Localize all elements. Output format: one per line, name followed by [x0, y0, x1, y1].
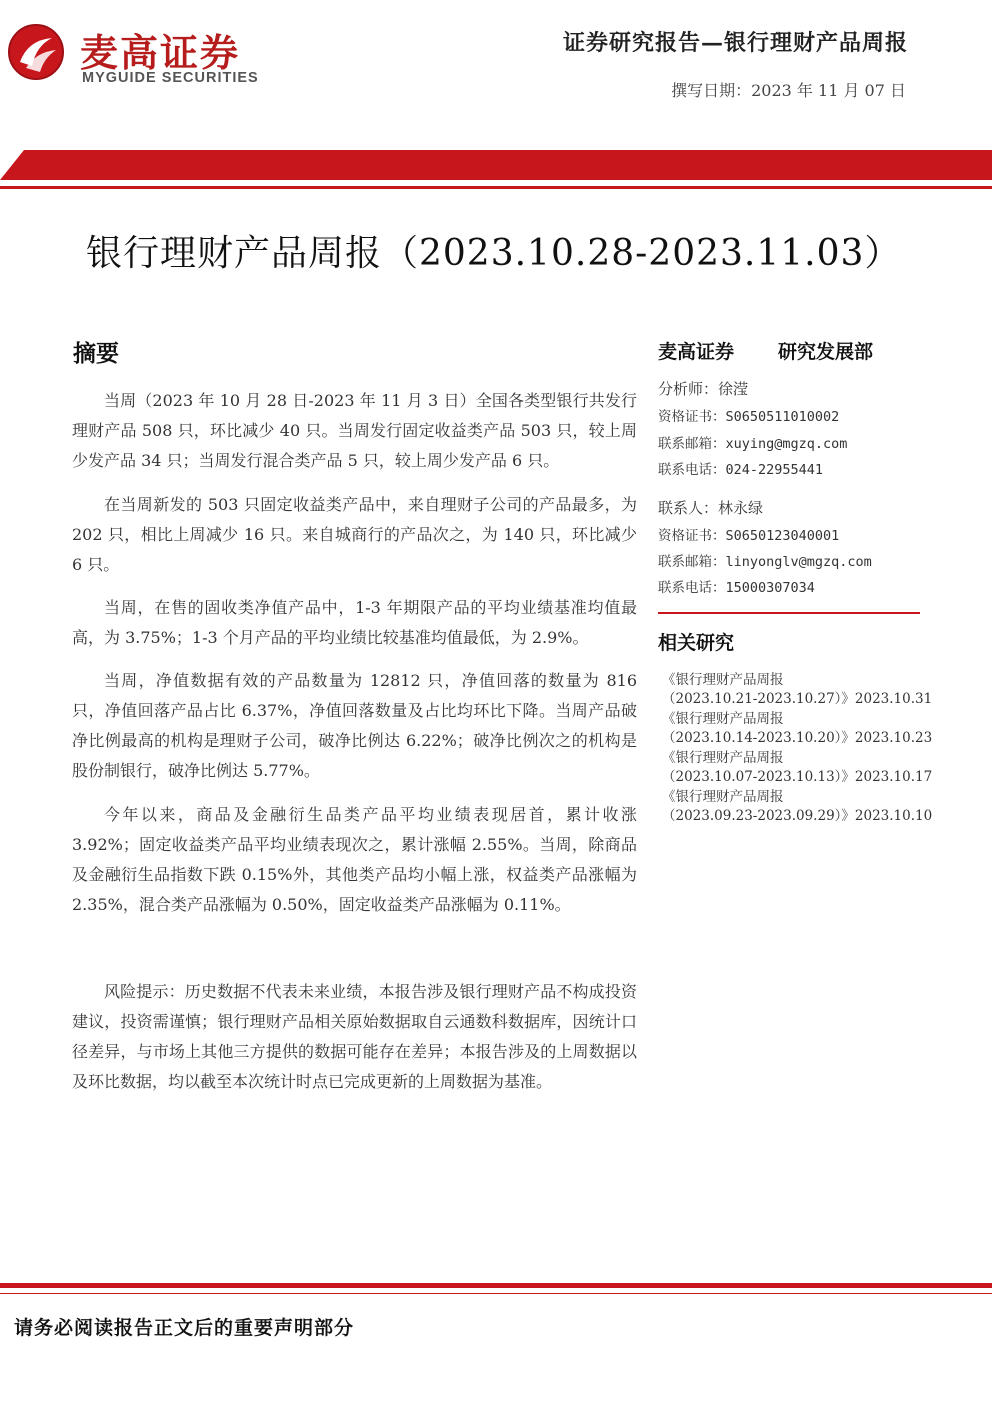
header-thin-rule	[0, 186, 992, 189]
abstract-paragraph-3: 当周，在售的固收类净值产品中，1-3 年期限产品的平均业绩基准均值最高，为 3.75%；1-3 个月产品的平均业绩比较基准均值最低，为 2.9%。	[72, 598, 637, 647]
abstract-paragraph-1: 当周（2023 年 10 月 28 日-2023 年 11 月 3 日）全国各类型银行共发行理财产品 508 只，环比减少 40 只。当周发行固定收益类产品 503 只，较上周少发产品 34 只；当周发行混合类产品 5 只，较上周少发产品 6 只。	[72, 391, 637, 470]
company-logo	[6, 18, 266, 90]
sidebar-divider	[658, 612, 920, 614]
footer-disclaimer-notice: 请务必阅读报告正文后的重要声明部分	[14, 1317, 355, 1339]
related-item-3-range[interactable]: （2023.10.07-2023.10.13）》2023.10.17	[662, 769, 933, 785]
related-research-heading: 相关研究	[658, 632, 735, 654]
analyst-cert: 资格证书：S0650511010002	[658, 409, 840, 425]
abstract-paragraph-4: 当周，净值数据有效的产品数量为 12812 只，净值回落的数量为 816 只，净值回落产品占比 6.37%，净值回落数量及占比均环比下降。当周产品破净比例最高的机构是理财子公司，破净比例达 6.22%；破净比例次之的机构是股份制银行，破净比例达 5.77%。	[72, 671, 637, 780]
brand-name-en: MYGUIDE SECURITIES	[82, 70, 259, 86]
report-date: 撰写日期：2023 年 11 月 07 日	[671, 81, 906, 100]
contact-name: 联系人：林永绿	[658, 499, 764, 517]
related-item-2-title[interactable]: 《银行理财产品周报	[662, 711, 784, 727]
footer-red-rule	[0, 1283, 992, 1288]
related-item-1-title[interactable]: 《银行理财产品周报	[662, 672, 784, 688]
related-item-4-title[interactable]: 《银行理财产品周报	[662, 789, 784, 805]
abstract-paragraph-5: 今年以来，商品及金融衍生品类产品平均业绩表现居首，累计收涨 3.92%；固定收益类产品平均业绩表现次之，累计涨幅 2.55%。当周，除商品及金融衍生品指数下跌 0.15%外，其他类产品均小幅上涨，权益类产品涨幅为 2.35%，混合类产品涨幅为 0.50%，固定收益类产品涨幅为 0.11%。	[72, 805, 637, 914]
document-title: 银行理财产品周报（2023.10.28-2023.11.03）	[86, 233, 902, 274]
footer-thin-rule	[0, 1293, 992, 1294]
related-item-4-range[interactable]: （2023.09.23-2023.09.29）》2023.10.10	[662, 808, 933, 824]
brand-name-cn: 麦高证券	[80, 31, 241, 75]
report-header-title: 证券研究报告—银行理财产品周报	[562, 30, 908, 56]
analyst-name: 分析师：徐滢	[658, 380, 749, 398]
analyst-email[interactable]: 联系邮箱：xuying@mgzq.com	[658, 436, 848, 452]
analyst-phone: 联系电话：024-22955441	[658, 462, 824, 478]
header-red-band	[0, 150, 992, 180]
related-item-1-range[interactable]: （2023.10.21-2023.10.27）》2023.10.31	[662, 691, 933, 707]
contact-phone: 联系电话：15000307034	[658, 580, 815, 596]
sidebar-org: 麦高证券	[658, 341, 735, 363]
logo-mark-icon	[6, 22, 66, 82]
risk-warning: 风险提示：历史数据不代表未来业绩，本报告涉及银行理财产品不构成投资建议，投资需谨慎；银行理财产品相关原始数据取自云通数科数据库，因统计口径差异，与市场上其他三方提供的数据可能存在差异；本报告涉及的上周数据以及环比数据，均以截至本次统计时点已完成更新的上周数据为基准。	[72, 982, 637, 1091]
abstract-paragraph-2: 在当周新发的 503 只固定收益类产品中，来自理财子公司的产品最多，为 202 只，相比上周减少 16 只。来自城商行的产品次之，为 140 只，环比减少 6 只。	[72, 495, 637, 574]
contact-email[interactable]: 联系邮箱：linyonglv@mgzq.com	[658, 554, 872, 570]
related-item-2-range[interactable]: （2023.10.14-2023.10.20）》2023.10.23	[662, 730, 933, 746]
abstract-heading: 摘要	[73, 340, 119, 367]
sidebar-dept: 研究发展部	[778, 341, 874, 363]
contact-cert: 资格证书：S0650123040001	[658, 528, 840, 544]
related-item-3-title[interactable]: 《银行理财产品周报	[662, 750, 784, 766]
